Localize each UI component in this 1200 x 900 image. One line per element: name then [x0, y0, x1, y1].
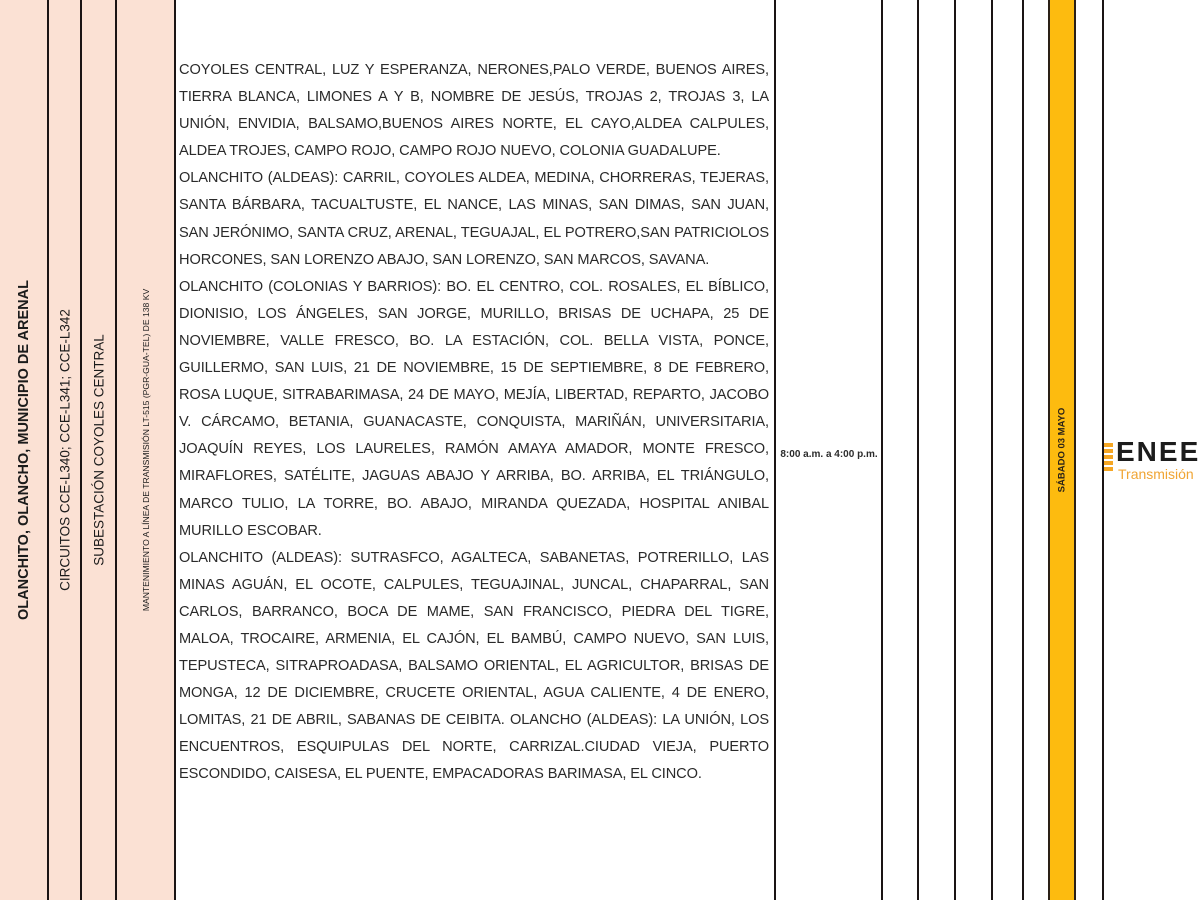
column-divider	[954, 0, 956, 900]
affected-areas-paragraph: OLANCHITO (COLONIAS Y BARRIOS): BO. EL CENTRO, COL. ROSALES, EL BÍBLICO, DIONISIO, LOS ÁNGELES, SAN JORGE, MURILLO, BRISAS DE UCHAPA, 25 DE NOVIEMBRE, VALLE FRESCO, BO. LA ESTACIÓN, COL. BELLA VISTA, PONCE, GUILLERMO, SAN LUIS, 21 DE NOVIEMBRE, 15 DE SEPTIEMBRE, 8 DE FEBRERO, ROSA LUQUE, SITRABARIMASA, 24 DE MAYO, MEJÍA, LIBERTAD, REPARTO, JACOBO V. CÁRCAMO, BETANIA, GUANACASTE, CONQUISTA, MARIÑÁN, UNIVERSITARIA, JOAQUÍN REYES, LOS LAURELES, RAMÓN AMAYA AMADOR, MONTE FRESCO, MIRAFLORES, SATÉLITE, JAGUAS ABAJO Y ARRIBA, BO. ARRIBA, EL TRIÁNGULO, MARCO TULIO, LA TORRE, BO. ABAJO, MIRANDA QUEZADA, HOSPITAL ANIBAL MURILLO ESCOBAR.	[179, 278, 769, 539]
column-divider	[174, 0, 176, 900]
work-description-cell	[117, 0, 175, 900]
logo-mark-icon	[1104, 443, 1113, 475]
column-divider	[115, 0, 117, 900]
affected-areas-paragraph: OLANCHITO (ALDEAS): CARRIL, COYOLES ALDEA, MEDINA, CHORRERAS, TEJERAS, SANTA BÁRBARA, TACUALTUSTE, EL NANCE, LAS MINAS, SAN DIMAS, SAN JUAN, SAN JERÓNIMO, SANTA CRUZ, ARENAL, TEGUAJAL, EL POTRERO,SAN PATRICIOLOS HORCONES, SAN LORENZO ABAJO, SAN LORENZO, SAN MARCOS, SAVANA.	[179, 170, 769, 268]
date-cell	[1048, 0, 1076, 900]
column-divider	[991, 0, 993, 900]
date-text: SÁBADO 03 MAYO	[1056, 407, 1068, 493]
column-divider	[881, 0, 883, 900]
column-divider	[80, 0, 82, 900]
circuits-text: CIRCUITOS CCE-L340; CCE-L341; CCE-L342	[57, 309, 72, 591]
column-divider	[1022, 0, 1024, 900]
location-cell	[0, 0, 47, 900]
substation-cell	[82, 0, 115, 900]
location-text: OLANCHITO, OLANCHO, MUNICIPIO DE ARENAL	[15, 280, 32, 620]
logo-subtitle: Transmisión	[1118, 466, 1194, 482]
work-description-text: MANTENIMIENTO A LÍNEA DE TRANSMISIÓN LT-515 (PGR-GUA-TEL) DE 138 KV	[141, 288, 151, 612]
logo-name: ENEE	[1116, 437, 1200, 467]
circuits-cell	[49, 0, 80, 900]
schedule-text: 8:00 a.m. a 4:00 p.m.	[780, 449, 878, 460]
column-divider	[47, 0, 49, 900]
affected-areas-cell	[179, 57, 769, 789]
enee-logo	[1104, 437, 1200, 487]
column-divider	[774, 0, 776, 900]
affected-areas-paragraph: COYOLES CENTRAL, LUZ Y ESPERANZA, NERONES,PALO VERDE, BUENOS AIRES, TIERRA BLANCA, LIMONES A Y B, NOMBRE DE JESÚS, TROJAS 2, TROJAS 3, LA UNIÓN, ENVIDIA, BALSAMO,BUENOS AIRES NORTE, EL CAYO,ALDEA CALPULES, ALDEA TROJES, CAMPO ROJO, CAMPO ROJO NUEVO, COLONIA GUADALUPE.	[179, 62, 769, 160]
affected-areas-paragraph: OLANCHITO (ALDEAS): SUTRASFCO, AGALTECA, SABANETAS, POTRERILLO, LAS MINAS AGUÁN, EL OCOTE, CALPULES, TEGUAJINAL, JUNCAL, CHAPARRAL, SAN CARLOS, BARRANCO, BOCA DE MAME, SAN FRANCISCO, PIEDRA DEL TIGRE, MALOA, TROCAIRE, ARMENIA, EL CAJÓN, EL BAMBÚ, CAMPO NUEVO, SAN LUIS, TEPUSTECA, SITRAPROADASA, BALSAMO ORIENTAL, EL AGRICULTOR, BRISAS DE MONGA, 12 DE DICIEMBRE, CRUCETE ORIENTAL, AGUA CALIENTE, 4 DE ENERO, LOMITAS, 21 DE ABRIL, SABANAS DE CEIBITA. OLANCHO (ALDEAS): LA UNIÓN, LOS ENCUENTROS, ESQUIPULAS DEL NORTE, CARRIZAL.CIUDAD VIEJA, PUERTO ESCONDIDO, CAISESA, EL PUENTE, EMPACADORAS BARIMASA, EL CINCO.	[179, 549, 769, 783]
column-divider	[917, 0, 919, 900]
substation-text: SUBESTACIÓN COYOLES CENTRAL	[91, 334, 106, 566]
